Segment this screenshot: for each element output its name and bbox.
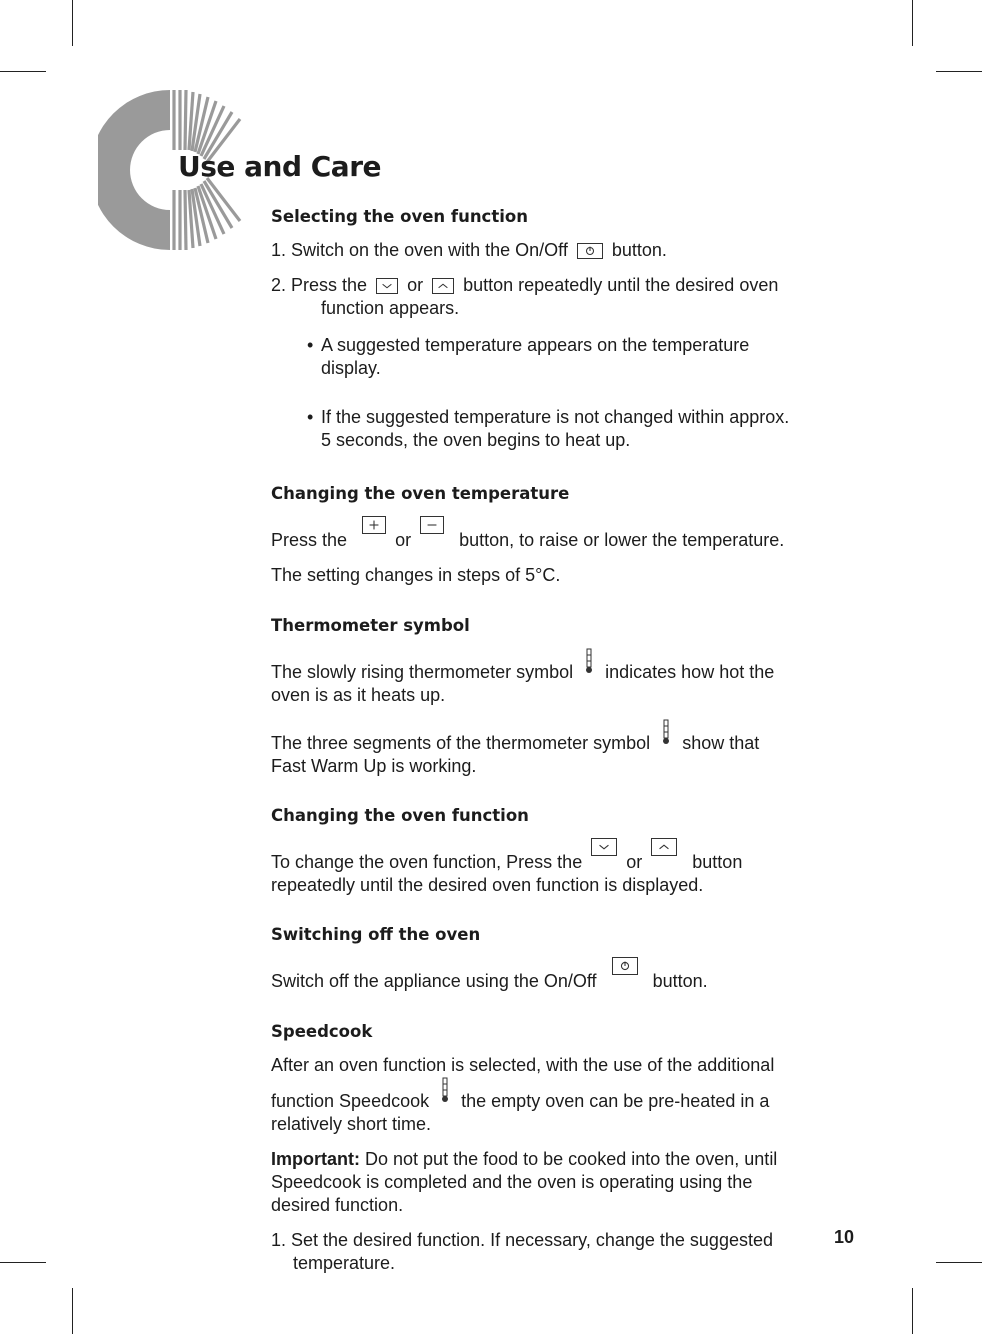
or-text: or [407,275,424,295]
down-key-icon [376,278,398,294]
change-text: button [692,852,743,872]
speedcook-text: After an oven function is selected, with the use of the additional [271,1055,775,1075]
speedcook-step-1 [271,1229,851,1252]
step-text: 1. Switch on the oven with the On/Off [271,240,568,260]
crop-mark [0,71,46,72]
speedcook-text: relatively short time. [271,1114,432,1134]
bullet-text: If the suggested temperature is not changed within approx. [321,407,790,427]
thermo-para-1 [271,648,851,707]
step-switch-on [271,239,851,262]
change-text: To change the oven function, Press the [271,852,583,872]
temp-text: button, to raise or lower the temperature. [459,530,785,550]
plus-key-icon [362,516,386,534]
minus-key-icon [420,516,444,534]
speedcook-para [271,1054,851,1136]
thermo-text: oven is as it heats up. [271,685,446,705]
speedcook-text: the empty oven can be pre-heated in a [461,1091,770,1111]
heading-changing-temperature: Changing the oven temperature [271,484,570,503]
step-text: button. [611,240,667,260]
crop-mark [936,71,982,72]
down-key-icon [591,838,617,856]
heading-speedcook: Speedcook [271,1022,373,1041]
crop-mark [912,0,913,46]
heading-changing-function: Changing the oven function [271,806,529,825]
thermo-text: Fast Warm Up is working. [271,756,477,776]
thermo-text: indicates how hot the [605,662,775,682]
bullet-text: display. [321,358,381,378]
or-text: or [395,530,412,550]
crop-mark [912,1288,913,1334]
temp-text: Press the [271,530,348,550]
step-continued: function appears. [321,298,460,318]
bullet-suggested-temp [271,334,851,380]
thermometer-icon [661,719,671,745]
thermo-text: show that [682,733,760,753]
crop-mark [72,1288,73,1334]
important-label: Important: [271,1149,360,1169]
bullet-text: A suggested temperature appears on the temperature [321,335,750,355]
or-text: or [626,852,643,872]
thermometer-icon [584,648,594,674]
thermo-text: The slowly rising thermometer symbol [271,662,574,682]
step-text: 2. Press the [271,275,368,295]
switch-off-text: button. [652,971,708,991]
change-text: repeatedly until the desired oven function is displayed. [271,875,704,895]
step-press-arrows [271,274,851,297]
switch-off-text: Switch off the appliance using the On/Off [271,971,597,991]
heading-selecting-function: Selecting the oven function [271,207,528,226]
important-text: desired function. [271,1195,404,1215]
step-text: button repeatedly until the desired oven [463,275,779,295]
on-off-key-icon [612,957,638,975]
thermo-para-2 [271,719,851,778]
page-number: 10 [834,1227,855,1247]
switch-off-para [271,957,851,993]
speedcook-step-1-cont: temperature. [293,1253,396,1273]
step-text: 1. Set the desired function. If necessary, change the suggested [271,1230,773,1250]
crop-mark [0,1262,46,1263]
temp-steps: The setting changes in steps of 5°C. [271,565,561,585]
important-text: Speedcook is completed and the oven is operating using the [271,1172,753,1192]
important-text: Do not put the food to be cooked into the oven, until [365,1149,778,1169]
heading-thermometer: Thermometer symbol [271,616,470,635]
temp-line [271,516,851,552]
bullet-heat-up [271,406,851,452]
crop-mark [936,1262,982,1263]
speedcook-text: function Speedcook [271,1091,430,1111]
important-para [271,1148,851,1217]
speedcook-thermometer-icon [440,1077,450,1103]
page-content [271,205,851,1275]
bullet-text: 5 seconds, the oven begins to heat up. [321,430,631,450]
crop-mark [72,0,73,46]
change-function-para [271,838,851,897]
on-off-key-icon [577,243,603,259]
thermo-text: The three segments of the thermometer symbol [271,733,651,753]
up-key-icon [432,278,454,294]
heading-switching-off: Switching off the oven [271,925,481,944]
up-key-icon [651,838,677,856]
section-title: Use and Care [178,150,382,183]
